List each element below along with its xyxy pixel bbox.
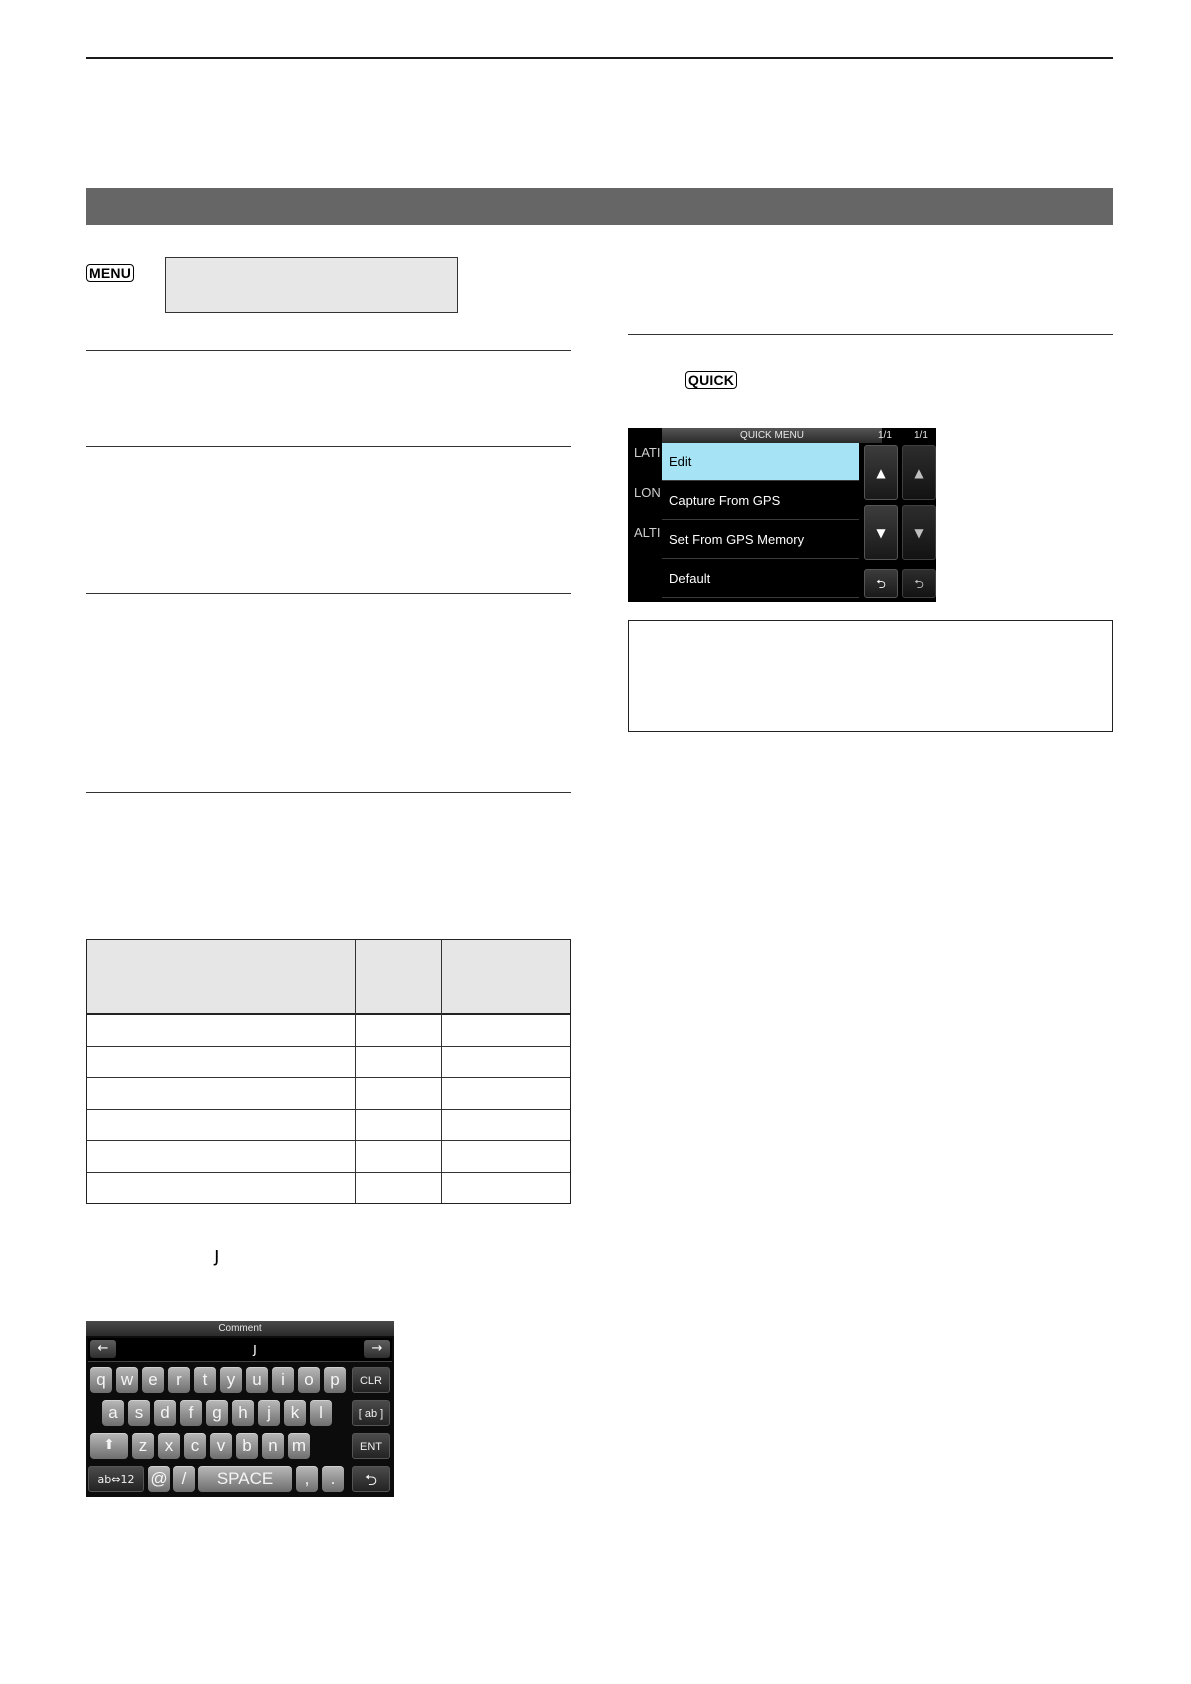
menu-item-edit[interactable]: Edit [662,443,859,481]
key-g[interactable]: g [206,1400,228,1426]
background-label: ALTI [634,525,661,540]
top-rule [86,57,1113,59]
table-row [87,1140,570,1141]
table-header [87,940,570,1015]
cursor-right-button[interactable]: → [364,1340,390,1358]
cursor-symbol: ȷ [214,1242,220,1266]
page-indicator: 1/1 [914,430,928,441]
key-n[interactable]: n [262,1433,284,1459]
shift-key[interactable]: ⬆ [90,1433,128,1459]
quick-menu-title-text: QUICK MENU [740,430,804,441]
key-l[interactable]: l [310,1400,332,1426]
key-q[interactable]: q [90,1367,112,1393]
back-icon[interactable]: ⮌ [864,569,898,598]
settings-table [86,939,571,1204]
key-t[interactable]: t [194,1367,216,1393]
table-row [87,1046,570,1047]
cursor-left-button[interactable]: ← [90,1340,116,1358]
key-m[interactable]: m [288,1433,310,1459]
scroll-up-button[interactable]: ▲ [864,445,898,500]
table-col-divider [441,940,442,1203]
back-icon[interactable]: ⮌ [352,1466,390,1492]
section-rule-2 [86,446,571,447]
key-h[interactable]: h [232,1400,254,1426]
section-rule-right [628,334,1113,335]
keyboard-title: Comment [86,1321,394,1336]
table-row [87,1109,570,1110]
quick-menu-screen [628,428,936,602]
down-arrow-icon: ▼ [902,505,936,560]
text-entry-field[interactable] [88,1338,392,1362]
section-header-bar [86,188,1113,225]
menu-key-label [86,264,134,283]
key-k[interactable]: k [284,1400,306,1426]
key-z[interactable]: z [132,1433,154,1459]
key-d[interactable]: d [154,1400,176,1426]
menu-item-default[interactable]: Default [662,560,859,598]
quick-key-label [685,371,737,390]
table-col-divider [355,940,356,1203]
key-y[interactable]: y [220,1367,242,1393]
mode-button[interactable]: [ ab ] [352,1400,390,1426]
menu-path-box [165,257,458,313]
at-key[interactable]: @ [148,1466,170,1492]
key-f[interactable]: f [180,1400,202,1426]
quick-menu-title [662,428,882,443]
clear-button[interactable]: CLR [352,1367,390,1393]
note-box [628,620,1113,732]
section-rule-4 [86,792,571,793]
key-r[interactable]: r [168,1367,190,1393]
up-arrow-icon: ▲ [902,445,936,500]
key-v[interactable]: v [210,1433,232,1459]
enter-button[interactable]: ENT [352,1433,390,1459]
menu-item-capture-from-gps[interactable]: Capture From GPS [662,482,859,520]
quick-key: QUICK [685,371,737,389]
key-a[interactable]: a [102,1400,124,1426]
key-w[interactable]: w [116,1367,138,1393]
comma-key[interactable]: , [296,1466,318,1492]
key-c[interactable]: c [184,1433,206,1459]
key-o[interactable]: o [298,1367,320,1393]
space-key[interactable]: SPACE [198,1466,292,1492]
entry-text: ȷ [253,1341,257,1357]
key-p[interactable]: p [324,1367,346,1393]
key-s[interactable]: s [128,1400,150,1426]
menu-item-set-from-gps-memory[interactable]: Set From GPS Memory [662,521,859,559]
keyboard-screen [86,1321,394,1497]
scroll-down-button[interactable]: ▼ [864,505,898,560]
key-i[interactable]: i [272,1367,294,1393]
section-rule-1 [86,350,571,351]
key-e[interactable]: e [142,1367,164,1393]
section-rule-3 [86,593,571,594]
key-b[interactable]: b [236,1433,258,1459]
key-x[interactable]: x [158,1433,180,1459]
period-key[interactable]: . [322,1466,344,1492]
background-label: LON [634,485,661,500]
table-row [87,1172,570,1173]
slash-key[interactable]: / [173,1466,195,1492]
table-row [87,1077,570,1078]
switch-mode-button[interactable]: ab⇔12 [88,1466,144,1492]
background-label: LATI [634,445,661,460]
back-icon: ⮌ [902,569,936,598]
key-j[interactable]: j [258,1400,280,1426]
quick-menu-page: 1/1 [878,430,892,441]
menu-key: MENU [86,264,134,282]
key-u[interactable]: u [246,1367,268,1393]
